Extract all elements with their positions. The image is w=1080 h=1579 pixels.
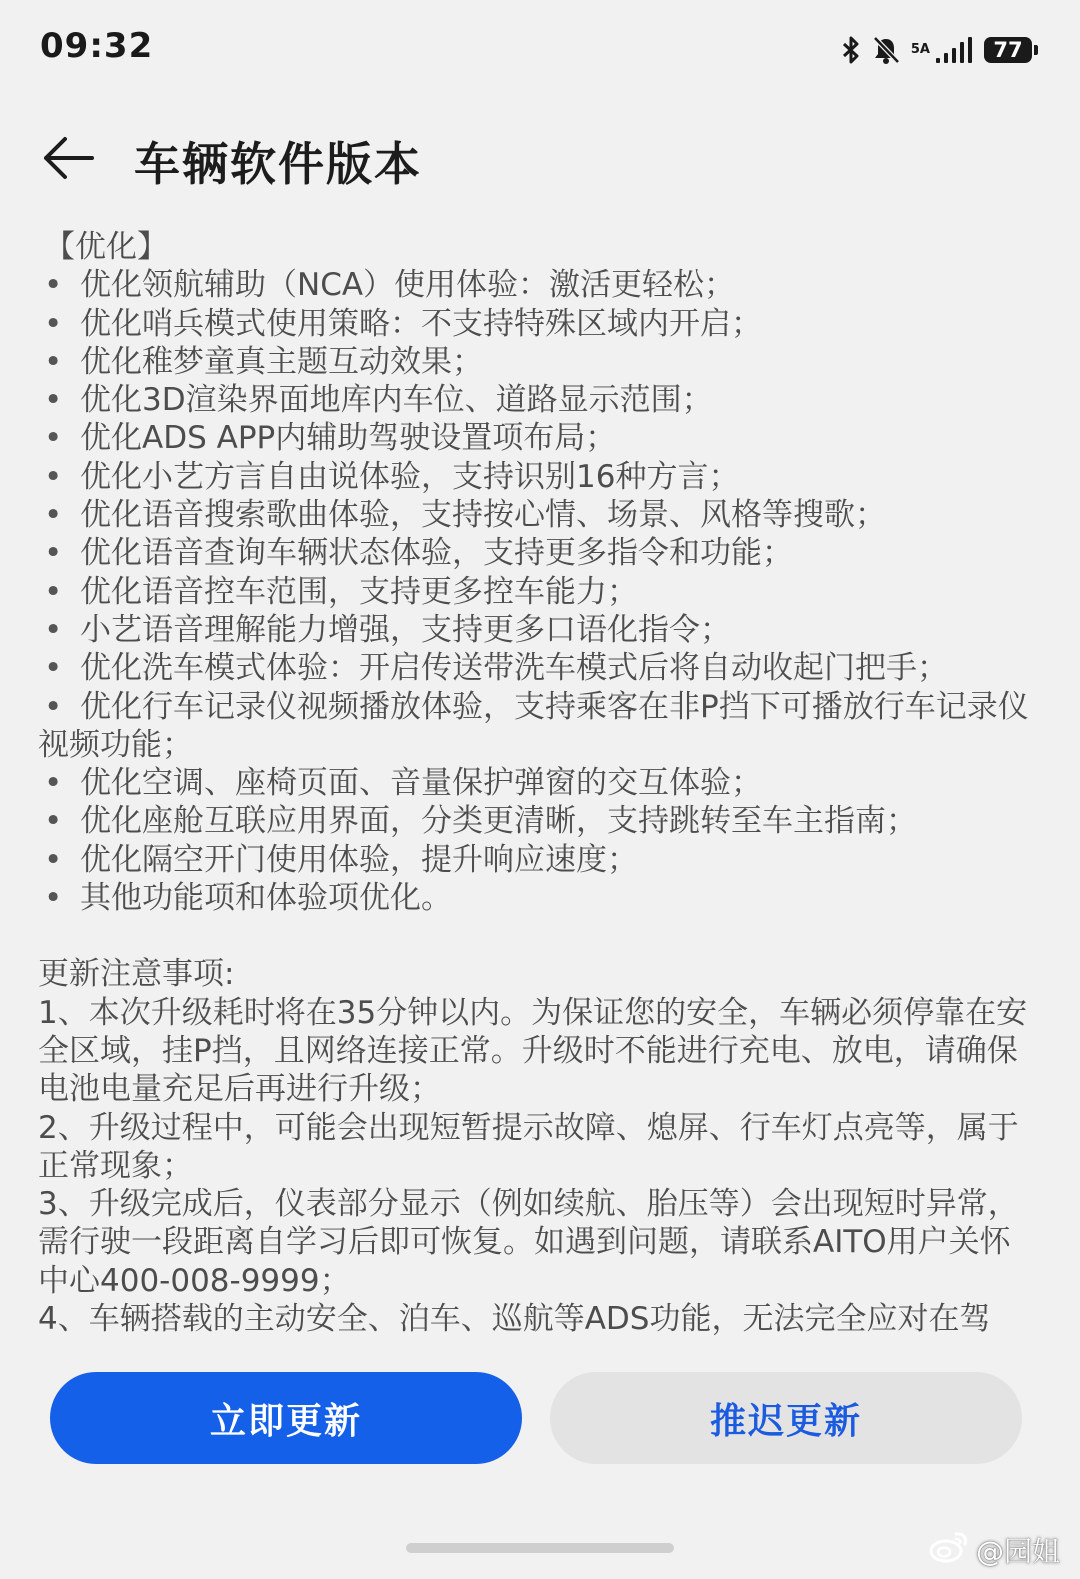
back-button[interactable]	[36, 130, 100, 190]
list-item: • 优化语音控车范围，支持更多控车能力；	[38, 573, 1038, 611]
arrow-left-icon	[41, 135, 95, 185]
list-item: • 优化语音查询车辆状态体验，支持更多指令和功能；	[38, 534, 1038, 572]
spacer	[38, 917, 1038, 955]
mute-bell-icon	[871, 35, 901, 65]
list-item: • 其他功能项和体验项优化。	[38, 879, 1038, 917]
home-indicator[interactable]	[406, 1543, 674, 1553]
note-item: 3、升级完成后，仪表部分显示（例如续航、胎压等）会出现短时异常，需行驶一段距离自学习后即可恢复。如遇到问题，请联系AITO用户关怀中心400-008-9999；	[38, 1186, 1019, 1299]
status-icons	[841, 30, 1032, 70]
list-item: • 小艺语音理解能力增强，支持更多口语化指令；	[38, 611, 1038, 649]
list-item: • 优化隔空开门使用体验，提升响应速度；	[38, 841, 1038, 879]
list-item: • 优化稚梦童真主题互动效果；	[38, 343, 1038, 381]
watermark-text: @园姐	[975, 1535, 1060, 1568]
list-item: • 优化领航辅助（NCA）使用体验：激活更轻松；	[38, 266, 1038, 304]
release-notes-scroll[interactable]	[38, 228, 1038, 1340]
update-notes	[38, 955, 1038, 1338]
list-item: • 优化空调、座椅页面、音量保护弹窗的交互体验；	[38, 764, 1038, 802]
watermark	[928, 1530, 1060, 1570]
list-item: • 优化3D渲染界面地库内车位、道路显示范围；	[38, 381, 1038, 419]
note-item: 4、车辆搭载的主动安全、泊车、巡航等ADS功能，无法完全应对在驾	[38, 1301, 991, 1338]
update-now-button[interactable]: 立即更新	[50, 1372, 522, 1464]
battery-level: 77	[993, 38, 1023, 62]
list-item: • 优化座舱互联应用界面，分类更清晰，支持跳转至车主指南；	[38, 802, 1038, 840]
network-type: 5A	[910, 42, 930, 57]
section-title: 【优化】	[44, 229, 168, 265]
title-bar	[0, 110, 1080, 210]
list-item: • 优化行车记录仪视频播放体验，支持乘客在非P挡下可播放行车记录仪视频功能；	[38, 688, 1038, 765]
list-item: • 优化洗车模式体验：开启传送带洗车模式后将自动收起门把手；	[38, 649, 1038, 687]
status-time: 09:32	[40, 26, 154, 66]
list-item: • 优化ADS APP内辅助驾驶设置项布局；	[38, 419, 1038, 457]
weibo-icon	[928, 1530, 970, 1571]
list-item: • 优化语音搜索歌曲体验，支持按心情、场景、风格等搜歌；	[38, 496, 1038, 534]
postpone-update-button[interactable]: 推迟更新	[550, 1372, 1022, 1464]
list-item: • 优化小艺方言自由说体验，支持识别16种方言；	[38, 458, 1038, 496]
note-item: 1、本次升级耗时将在35分钟以内。为保证您的安全，车辆必须停靠在安全区域，挂P挡，且网络连接正常。升级时不能进行充电、放电，请确保电池电量充足后再进行升级；	[38, 994, 1028, 1108]
list-item: • 优化哨兵模式使用策略：不支持特殊区域内开启；	[38, 305, 1038, 343]
update-notes-title: 更新注意事项:	[38, 956, 235, 993]
note-item: 2、升级过程中，可能会出现短暂提示故障、熄屏、行车灯点亮等，属于正常现象；	[38, 1109, 1019, 1184]
status-bar	[0, 0, 1080, 100]
page-title: 车辆软件版本	[134, 137, 422, 191]
battery-icon	[984, 37, 1032, 63]
optimization-list	[38, 266, 1038, 917]
signal-icon	[934, 35, 974, 65]
bluetooth-icon	[841, 35, 861, 65]
